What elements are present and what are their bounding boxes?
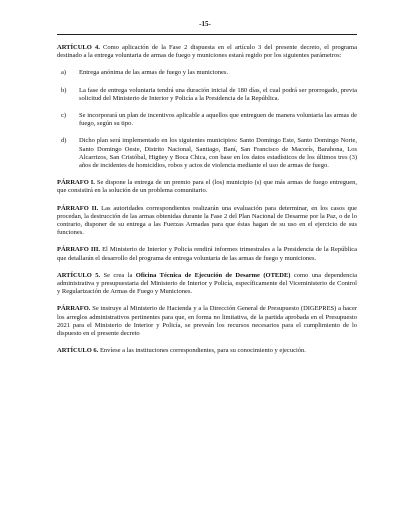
- item-text: La fase de entrega voluntaria tendrá una duración inicial de 180 días, el cual podrá ser prorrogado, previa solicitud del Ministerio de Interior y Policía a la Presidencia de la República.: [79, 86, 357, 102]
- article-5-heading: ARTÍCULO 5.: [57, 271, 101, 279]
- item-label: d): [61, 137, 67, 145]
- parrafo-1-heading: PÁRRAFO I.: [57, 179, 95, 187]
- article-5: [57, 272, 357, 297]
- article-6: [57, 347, 357, 355]
- article-5-text-after: como una dependencia administrativa y presupuestaria del Ministerio de Interior y Policía, específicamente del Viceministerio de Control y Regularización de Armas de Fuego y Municiones.: [57, 271, 357, 296]
- header-rule: [57, 34, 357, 35]
- otede-name: Oficina Técnica de Ejecución de Desarme (OTEDE): [135, 271, 291, 279]
- article-6-heading: ARTÍCULO 6.: [57, 347, 99, 355]
- article-4-item-d: [57, 137, 357, 170]
- parrafo-2: [57, 205, 357, 238]
- parrafo-1-text: Se dispone la entrega de un premio para el (los) municipio (s) que más armas de fuego entreguen, que consistirá en la solución de un problema comunitario.: [57, 179, 357, 195]
- document-body: [57, 44, 357, 364]
- article-4-item-b: [57, 87, 357, 103]
- item-text: Dicho plan será implementado en los siguientes municipios: Santo Domingo Este, Santo Domingo Norte, Santo Domingo Oeste, Distrito Nacional, Santiago, Baní, San Francisco de Macorís, Barahona, Los Alcarrizos, San Cristóbal, Higüey y Boca Chica, con base en los datos estadísticos de los últimos tres (3) años de incidentes de homicidios, robos y actos de violencia mediante el uso de armas de fuego.: [79, 137, 357, 170]
- article-5-text-before: Se crea la: [100, 271, 136, 279]
- parrafo-1: [57, 179, 357, 195]
- parrafo-3: [57, 246, 357, 262]
- parrafo-3-heading: PÁRRAFO III.: [57, 246, 101, 254]
- item-label: a): [61, 69, 67, 77]
- article-4-item-a: [57, 69, 357, 77]
- item-label: b): [61, 86, 67, 94]
- article-4-heading: ARTÍCULO 4.: [57, 44, 100, 51]
- article-4: [57, 44, 357, 60]
- parrafo-4-heading: PÁRRAFO.: [57, 305, 91, 313]
- parrafo-2-heading: PÁRRAFO II.: [57, 204, 99, 212]
- parrafo-3-text: El Ministerio de Interior y Policía rendirá informes trimestrales a la Presidencia de la República que detallarán el desarrollo del programa de entrega voluntaria de las armas de fuego y municiones.: [57, 246, 357, 262]
- parrafo-4-text: Se instruye al Ministerio de Hacienda y a la Dirección General de Presupuesto (DIGEPRES) a hacer los arreglos administrativos pertinentes para que, en forma no limitativa, de la partida aprobada en el Presupuesto 2021 para el Ministerio de Interior y Policía, se preveán los recursos necesarios para el cumplimiento de lo dispuesto en el presente decreto: [57, 305, 357, 338]
- parrafo-2-text: Las autoridades correspondientes realizarán una evaluación para determinar, en los casos que procedan, la destrucción de las armas obtenidas durante la Fase 2 del Plan Nacional de Desarme por la Paz, o de lo contrario, disponer de su entrega a las Fuerzas Armadas para que éstas hagan de su uso en el ejercicio de sus funciones.: [57, 204, 357, 237]
- article-4-item-c: [57, 112, 357, 128]
- parrafo-4: [57, 305, 357, 338]
- item-text: Se incorporará un plan de incentivos aplicable a aquellos que entreguen de manera voluntaria las armas de fuego, según su tipo.: [79, 112, 357, 128]
- item-text: Entrega anónima de las armas de fuego y las municiones.: [79, 69, 229, 77]
- page-number: -15-: [199, 20, 211, 28]
- item-label: c): [61, 112, 67, 120]
- article-6-text: Envíese a las instituciones correspondientes, para su conocimiento y ejecución.: [98, 347, 306, 355]
- article-4-text: Como aplicación de la Fase 2 dispuesta en el artículo 3 del presente decreto, el programa destinado a la entrega voluntaria de armas de fuego y municiones estará regido por los siguientes parámetros:: [57, 44, 357, 60]
